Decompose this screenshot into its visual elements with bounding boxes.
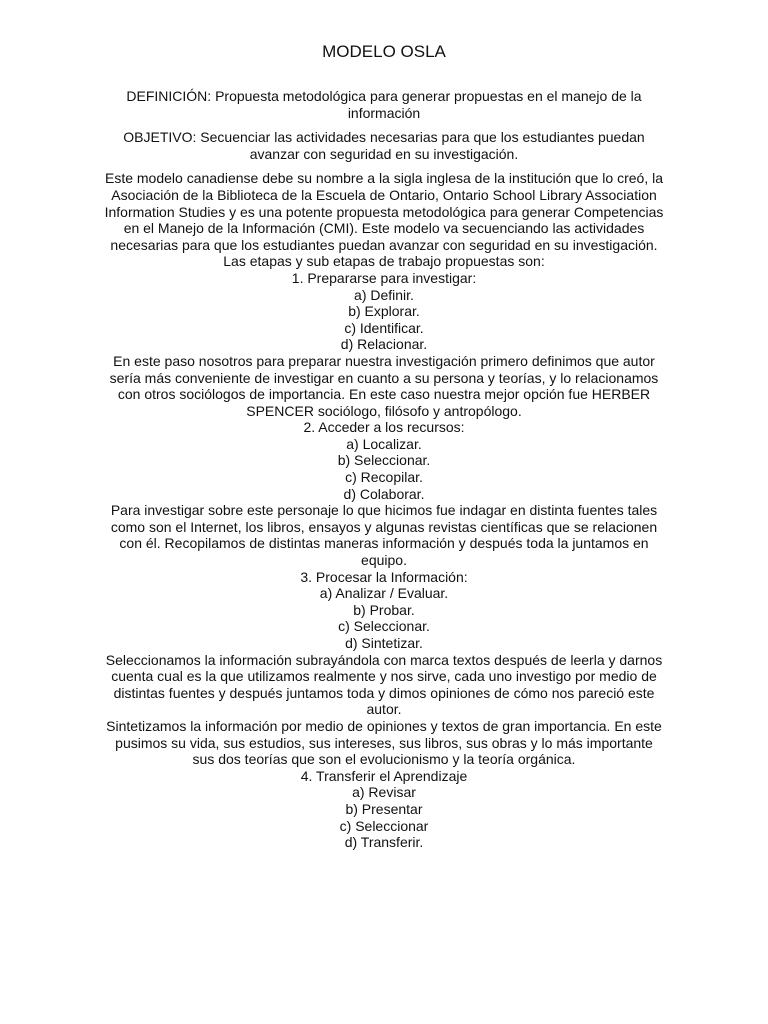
stage-note: Sintetizamos la información por medio de opiniones y textos de gran importancia. En este pusimos su vida, sus estudios, sus intereses, sus libros, sus obras y lo más importante sus dos teorías que son el evolucionismo y la teoría orgánica. [106, 717, 662, 768]
intro-paragraph: Este modelo canadiense debe su nombre a la sigla inglesa de la institución que lo creó, la Asociación de la Biblioteca de la Escuela de Ontario, Ontario School Library Association Information Studies y es una potente propuesta metodológica para generar Competencias en el Manejo de la Información (CMI). Este modelo va secuenciando las actividades necesarias para que los estudiantes puedan avanzar con seguridad en su investigación. Las etapas y sub etapas de trabajo propuestas son: [104, 170, 664, 270]
stage-4 [104, 768, 664, 851]
stage-item: a) Analizar / Evaluar. [319, 585, 449, 602]
stage-item: c) Seleccionar [339, 817, 429, 834]
stage-item: b) Presentar [345, 800, 423, 817]
document-body [104, 88, 664, 851]
stage-item: a) Localizar. [346, 435, 422, 452]
stage-item: d) Relacionar. [340, 336, 428, 353]
stage-heading: 4. Transferir el Aprendizaje [300, 767, 468, 784]
stage-2 [104, 419, 664, 568]
stage-heading: 3. Procesar la Información: [300, 568, 468, 585]
stage-heading: 1. Prepararse para investigar: [291, 269, 477, 286]
stage-item: d) Transferir. [344, 834, 424, 851]
stage-item: d) Sintetizar. [345, 635, 423, 651]
stage-item: a) Revisar [352, 784, 416, 801]
stage-item: b) Explorar. [348, 303, 420, 320]
stage-item: c) Recopilar. [345, 469, 423, 486]
definition-paragraph: DEFINICIÓN: Propuesta metodológica para generar propuestas en el manejo de la información [126, 88, 642, 121]
stage-note: Seleccionamos la información subrayándola con marca textos después de leerla y darnos cuenta cual es la que utilizamos realmente y nos sirve, cada uno investigo por medio de distintas fuentes y después juntamos toda y dimos opiniones de cómo nos pareció este autor. [105, 651, 663, 718]
stage-heading: 2. Acceder a los recursos: [303, 419, 465, 436]
stage-note: En este paso nosotros para preparar nuestra investigación primero definimos que autor sería más conveniente de investigar en cuanto a su persona y teorías, y lo relacionamos con otros sociólogos de importancia. En este caso nuestra mejor opción fue HERBER SPENCER sociólogo, filósofo y antropólogo. [109, 352, 659, 419]
stage-item: b) Seleccionar. [337, 452, 431, 469]
stage-item: c) Seleccionar. [338, 618, 430, 635]
stage-3 [104, 569, 664, 768]
stage-item: d) Colaborar. [343, 485, 425, 502]
stage-1 [104, 270, 664, 419]
stage-item: a) Definir. [354, 286, 414, 303]
page-title: MODELO OSLA [322, 42, 446, 61]
objective-paragraph: OBJETIVO: Secuenciar las actividades necesarias para que los estudiantes puedan avanzar con seguridad en su investigación. [123, 129, 645, 162]
stage-item: c) Identificar. [344, 319, 424, 336]
stage-item: b) Probar. [353, 601, 415, 618]
stage-note: Para investigar sobre este personaje lo que hicimos fue indagar en distinta fuentes tales como son el Internet, los libros, ensayos y algunas revistas científicas que se relacionen con él. Recopilamos de distintas maneras información y después toda la juntamos en equipo. [110, 502, 658, 569]
